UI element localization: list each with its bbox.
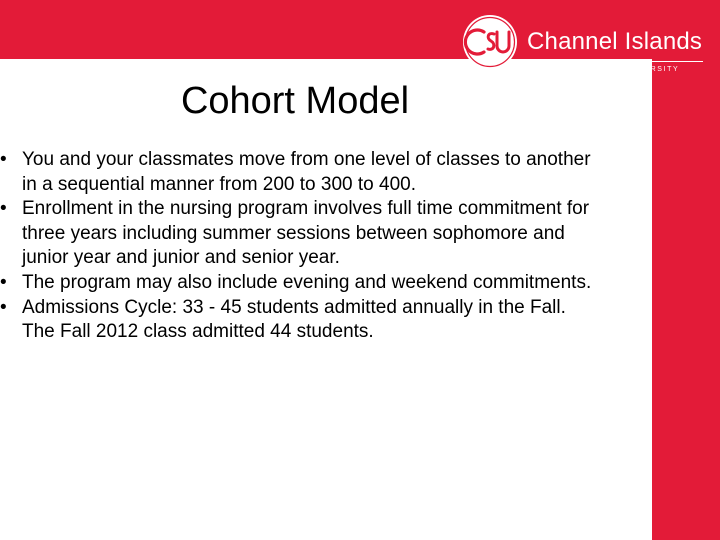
logo-divider — [527, 61, 703, 62]
university-logo — [462, 14, 712, 73]
bullet-item: • You and your classmates move from one level of classes to another in a sequential manner from 200 to 300 to 400. — [0, 148, 600, 197]
right-side-band — [652, 59, 720, 540]
bullet-item: • The program may also include evening and weekend commitments. — [0, 271, 600, 296]
logo-subtitle: CALIFORNIA STATE UNIVERSITY — [527, 66, 680, 73]
bullet-item: • Admissions Cycle: 33 - 45 students admitted annually in the Fall. The Fall 2012 class admitted 44 students. — [0, 296, 600, 345]
logo-name: Channel Islands — [527, 28, 703, 55]
bullet-item: • Enrollment in the nursing program involves full time commitment for three years including summer sessions between sophomore and junior year and junior and senior year. — [0, 197, 600, 271]
slide-title: Cohort Model — [180, 80, 410, 122]
bullet-list — [0, 148, 600, 345]
csu-seal-icon — [462, 14, 518, 70]
